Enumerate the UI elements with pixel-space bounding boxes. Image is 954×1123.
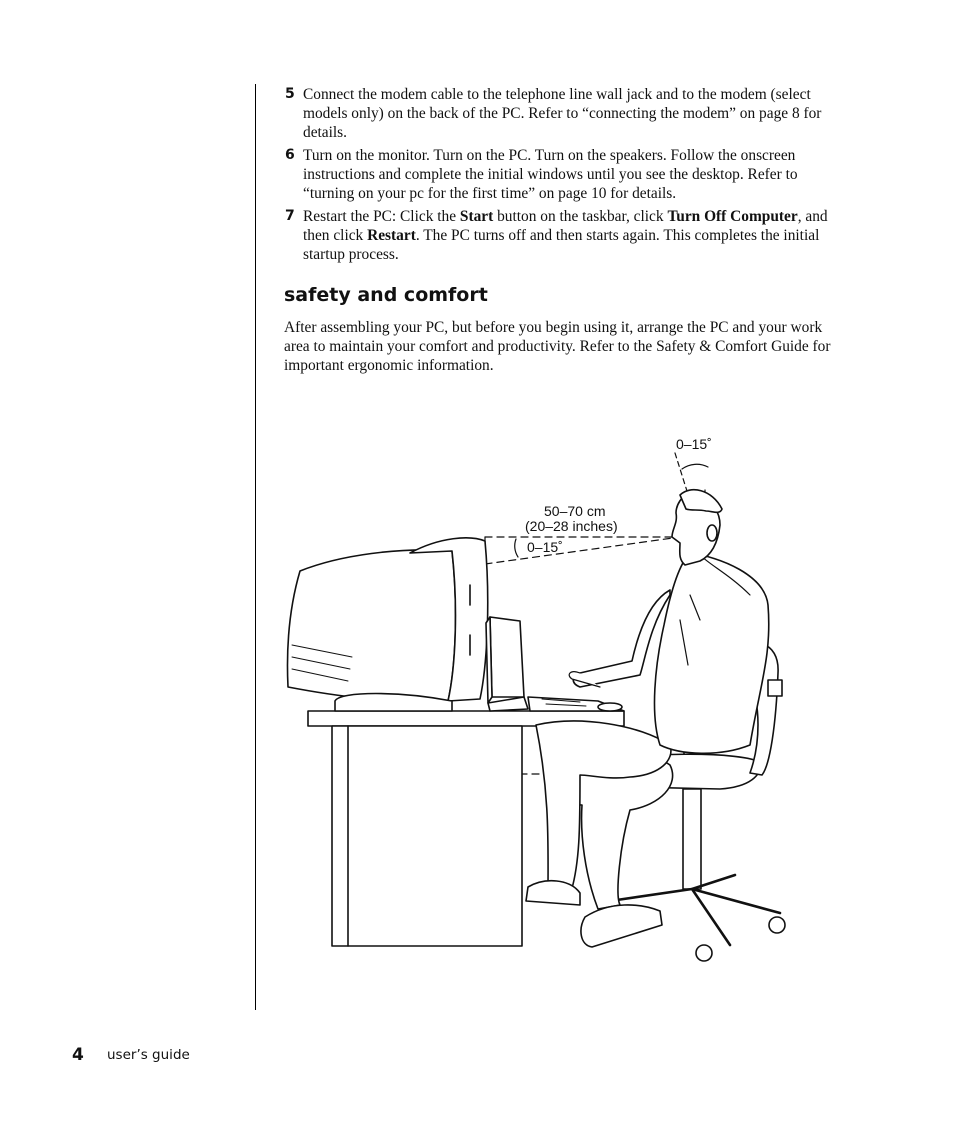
step-text-segment: . The PC turns off and then starts again. This completes the initial startup process.	[303, 227, 820, 263]
pc-tower	[486, 617, 528, 711]
page-number: 4	[72, 1045, 84, 1065]
step-text-segment: Connect the modem cable to the telephone line wall jack and to the modem (select models only) on the back of the PC. Refer to “connecting the modem” on page 8 for details.	[303, 86, 822, 141]
step-item	[285, 146, 845, 203]
section-heading: safety and comfort	[284, 284, 488, 306]
step-item	[285, 207, 845, 264]
keyboard	[528, 697, 624, 711]
step-list	[285, 85, 845, 268]
step-item	[285, 85, 845, 142]
step-text-segment: button on the taskbar, click	[493, 208, 668, 225]
ergonomics-illustration	[280, 425, 800, 970]
guide-title: user’s guide	[107, 1047, 190, 1063]
step-text-segment: Turn on the monitor. Turn on the PC. Turn on the speakers. Follow the onscreen instructions and complete the initial windows until you see the desktop. Refer to “turning on your pc for the first time” on page 10 for details.	[303, 147, 798, 202]
step-number: 6	[285, 147, 295, 163]
step-text	[303, 86, 821, 141]
crt-monitor	[288, 538, 488, 711]
margin-rule	[255, 84, 256, 1010]
head-tilt-label: 0–15˚	[676, 436, 712, 452]
gaze-angle-label: 0–15˚	[527, 539, 563, 555]
step-number: 5	[285, 86, 295, 102]
step-text-segment: Restart the PC: Click the	[303, 208, 460, 225]
distance-label: 50–70 cm	[544, 503, 606, 519]
turn-off-computer-term: Turn Off Computer	[667, 208, 798, 225]
step-text-segment: , and then click	[303, 208, 828, 244]
distance-inches-label: (20–28 inches)	[525, 518, 618, 534]
step-text	[303, 208, 828, 263]
restart-term: Restart	[367, 227, 416, 244]
start-button-term: Start	[459, 208, 494, 225]
section-body: After assembling your PC, but before you begin using it, arrange the PC and your work area to maintain your comfort and productivity. Refer to the Safety & Comfort Guide for important ergonomic information.	[284, 319, 831, 374]
step-text	[303, 147, 798, 202]
step-number: 7	[285, 208, 295, 224]
